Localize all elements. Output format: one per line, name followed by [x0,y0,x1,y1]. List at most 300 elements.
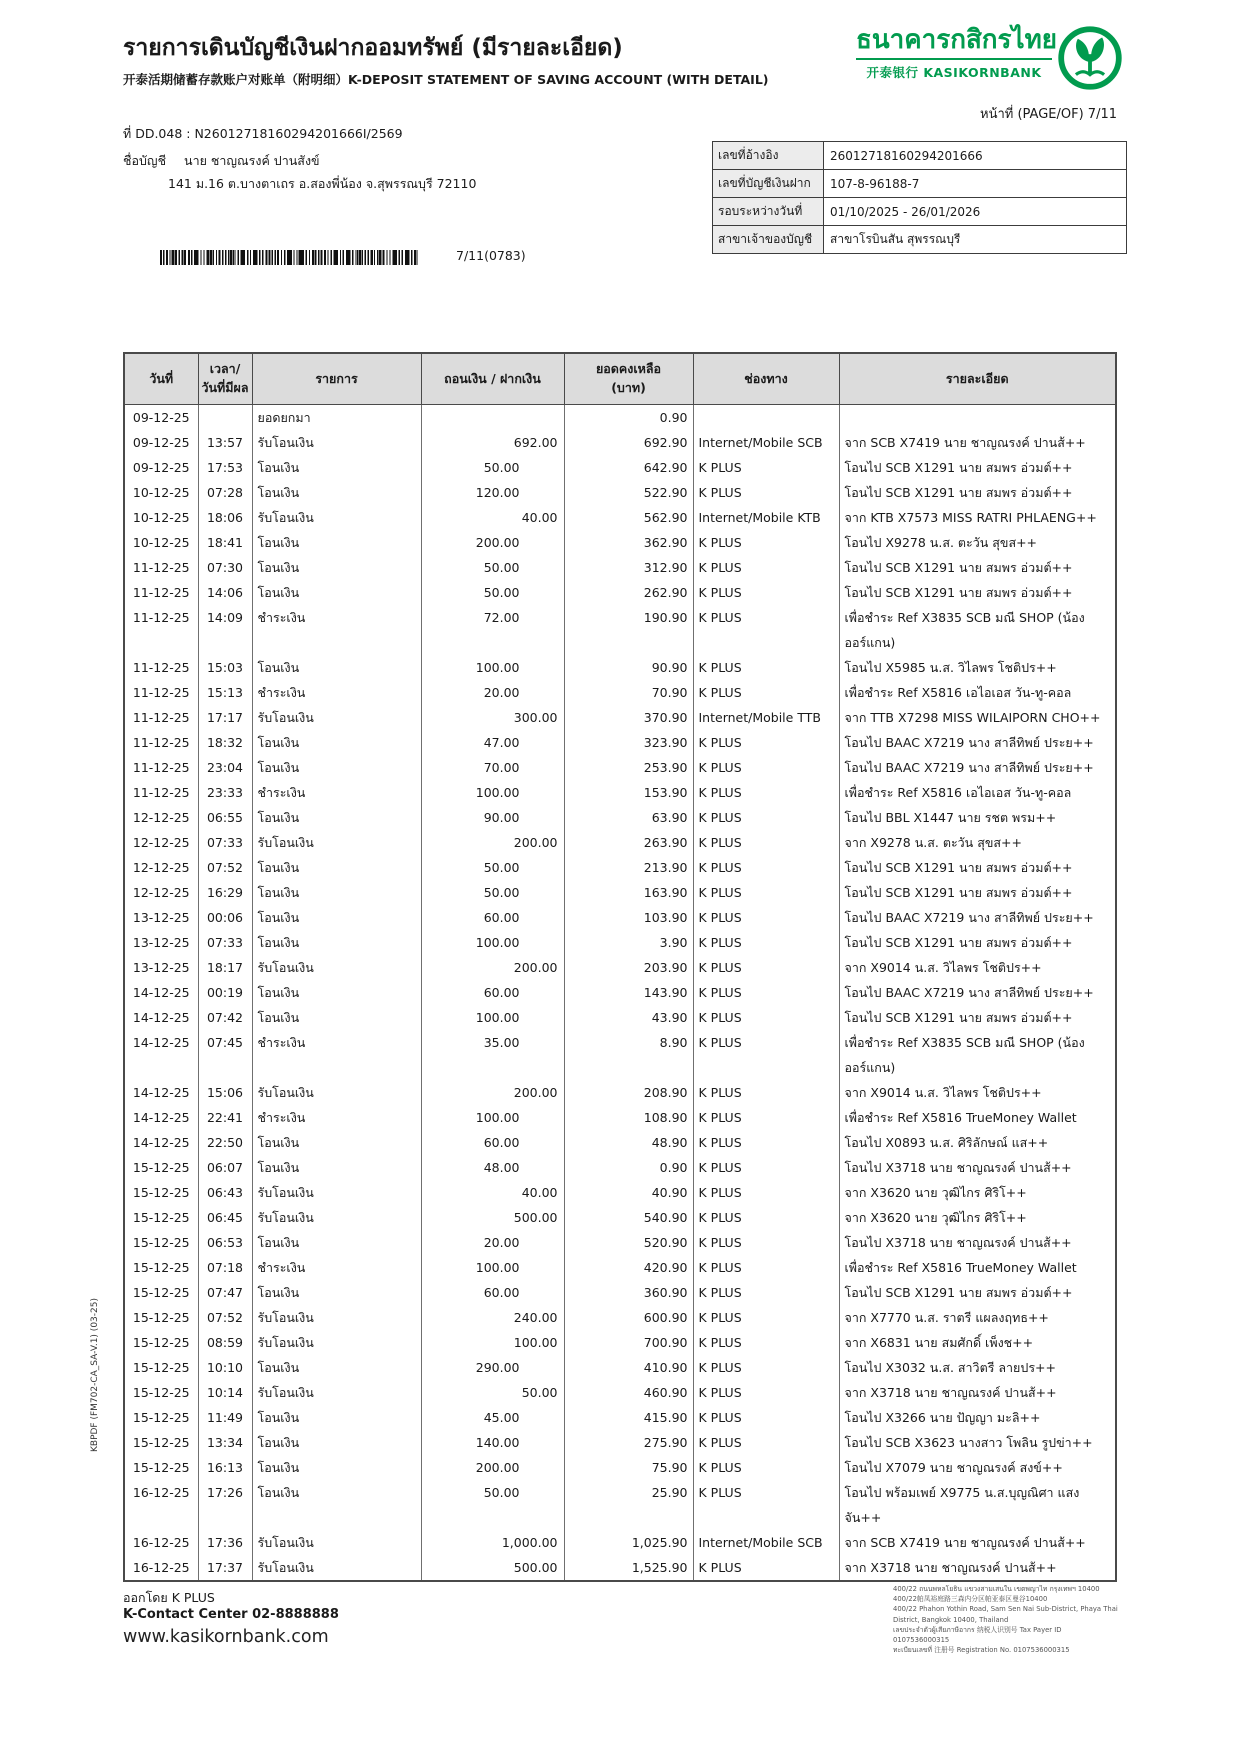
column-header: รายการ [252,353,421,405]
deposit-amount: 300.00 [421,705,564,730]
channel-cell: K PLUS [693,1180,839,1205]
balance-cell: 70.90 [564,680,693,705]
withdrawal-amount: 50.00 [421,580,564,605]
info-row [713,226,1127,254]
description-cell: รับโอนเงิน [252,1555,421,1581]
transaction-row [124,655,1116,680]
withdrawal-amount: 50.00 [421,455,564,480]
detail-cell: โอนไป BAAC X7219 นาง สาลีทิพย์ ประย++ [839,905,1116,930]
date-cell: 11-12-25 [124,555,198,580]
transaction-row [124,780,1116,805]
balance-cell: 262.90 [564,580,693,605]
time-cell: 07:28 [198,480,252,505]
date-cell: 10-12-25 [124,530,198,555]
balance-cell: 48.90 [564,1130,693,1155]
channel-cell: K PLUS [693,1205,839,1230]
bank-name-thai: ธนาคารกสิกรไทย [856,25,1057,55]
detail-cell: โอนไป BBL X1447 นาย รชต พรม++ [839,805,1116,830]
detail-cell: โอนไป BAAC X7219 นาง สาลีทิพย์ ประย++ [839,980,1116,1005]
detail-cell: โอนไป X3718 นาย ชาญณรงค์ ปานส้++ [839,1230,1116,1255]
date-cell: 11-12-25 [124,755,198,780]
transaction-row [124,530,1116,555]
description-cell: โอนเงิน [252,455,421,480]
deposit-amount: 500.00 [421,1205,564,1230]
transaction-row [124,955,1116,980]
balance-cell: 642.90 [564,455,693,480]
balance-cell: 0.90 [564,1155,693,1180]
balance-cell: 692.90 [564,430,693,455]
date-cell: 15-12-25 [124,1355,198,1380]
date-cell: 12-12-25 [124,855,198,880]
channel-cell: K PLUS [693,930,839,955]
withdrawal-amount: 35.00 [421,1030,564,1080]
balance-cell: 263.90 [564,830,693,855]
detail-cell: จาก TTB X7298 MISS WILAIPORN CHO++ [839,705,1116,730]
description-cell: รับโอนเงิน [252,830,421,855]
statement-period: 01/10/2025 - 26/01/2026 [824,198,1127,226]
deposit-amount: 50.00 [421,1380,564,1405]
channel-cell [693,405,839,431]
transaction-row [124,1155,1116,1180]
date-cell: 14-12-25 [124,1005,198,1030]
transaction-row [124,1255,1116,1280]
channel-cell: K PLUS [693,1030,839,1080]
withdrawal-amount: 100.00 [421,1105,564,1130]
balance-cell: 1,525.90 [564,1555,693,1581]
time-cell: 13:57 [198,430,252,455]
column-header: รายละเอียด [839,353,1116,405]
description-cell: โอนเงิน [252,1455,421,1480]
detail-cell: โอนไป SCB X3623 นางสาว โพลิน รูปข่า++ [839,1430,1116,1455]
transaction-row [124,830,1116,855]
description-cell: โอนเงิน [252,930,421,955]
channel-cell: K PLUS [693,1430,839,1455]
withdrawal-amount: 200.00 [421,1455,564,1480]
balance-cell: 540.90 [564,1205,693,1230]
description-cell: ยอดยกมา [252,405,421,431]
channel-cell: K PLUS [693,680,839,705]
transaction-row [124,855,1116,880]
time-cell: 07:33 [198,830,252,855]
detail-cell: โอนไป SCB X1291 นาย สมพร อ่วมต์++ [839,480,1116,505]
detail-cell: เพื่อชำระ Ref X5816 เอไอเอส วัน-ทู-คอล [839,780,1116,805]
detail-cell: เพื่อชำระ Ref X5816 TrueMoney Wallet [839,1255,1116,1280]
time-cell: 18:17 [198,955,252,980]
column-header: วันที่ [124,353,198,405]
time-cell: 15:13 [198,680,252,705]
detail-cell: โอนไป SCB X1291 นาย สมพร อ่วมต์++ [839,1280,1116,1305]
channel-cell: K PLUS [693,605,839,655]
page-number: หน้าที่ (PAGE/OF) 7/11 [980,107,1117,122]
withdrawal-amount: 100.00 [421,1005,564,1030]
transaction-row [124,1130,1116,1155]
balance-cell: 370.90 [564,705,693,730]
channel-cell: Internet/Mobile KTB [693,505,839,530]
withdrawal-amount: 100.00 [421,1255,564,1280]
description-cell: รับโอนเงิน [252,1330,421,1355]
channel-cell: K PLUS [693,755,839,780]
time-cell: 06:45 [198,1205,252,1230]
balance-cell: 1,025.90 [564,1530,693,1555]
detail-cell: โอนไป พร้อมเพย์ X9775 น.ส.บุญณิศา แสงจัน++ [839,1480,1116,1530]
barcode [160,250,418,265]
column-header: ยอดคงเหลือ (บาท) [564,353,693,405]
transaction-row [124,430,1116,455]
time-cell [198,405,252,431]
bank-name-sub: 开泰银行 KASIKORNBANK [856,58,1052,81]
channel-cell: K PLUS [693,1555,839,1581]
detail-cell: จาก X6831 นาย สมศักดิ์ เพ็งช++ [839,1330,1116,1355]
description-cell: ชำระเงิน [252,780,421,805]
balance-cell: 40.90 [564,1180,693,1205]
detail-cell: โอนไป X5985 น.ส. วิไลพร โชติปร++ [839,655,1116,680]
detail-cell: โอนไป BAAC X7219 นาง สาลีทิพย์ ประย++ [839,730,1116,755]
description-cell: รับโอนเงิน [252,430,421,455]
time-cell: 17:53 [198,455,252,480]
detail-cell: โอนไป SCB X1291 นาย สมพร อ่วมต์++ [839,455,1116,480]
time-cell: 11:49 [198,1405,252,1430]
description-cell: โอนเงิน [252,755,421,780]
balance-cell: 213.90 [564,855,693,880]
channel-cell: K PLUS [693,1080,839,1105]
page-title: รายการเดินบัญชีเงินฝากออมทรัพย์ (มีรายละเอียด) [123,35,623,61]
issued-by: ออกโดย K PLUS [123,1590,215,1605]
description-cell: ชำระเงิน [252,605,421,655]
date-cell: 15-12-25 [124,1205,198,1230]
date-cell: 10-12-25 [124,480,198,505]
transaction-row [124,405,1116,431]
time-cell: 07:42 [198,1005,252,1030]
transaction-row [124,480,1116,505]
withdrawal-amount: 50.00 [421,1480,564,1530]
time-cell: 14:09 [198,605,252,655]
channel-cell: K PLUS [693,1230,839,1255]
deposit-amount: 100.00 [421,1330,564,1355]
channel-cell: K PLUS [693,780,839,805]
channel-cell: K PLUS [693,855,839,880]
detail-cell: โอนไป SCB X1291 นาย สมพร อ่วมต์++ [839,930,1116,955]
transaction-row [124,980,1116,1005]
time-cell: 00:19 [198,980,252,1005]
form-code-vertical-label: KBPDF (FM702-CA_SA-V.1) (03-25) [90,1298,100,1452]
date-cell: 11-12-25 [124,705,198,730]
withdrawal-amount: 100.00 [421,655,564,680]
balance-cell: 103.90 [564,905,693,930]
transaction-row [124,705,1116,730]
detail-cell: เพื่อชำระ Ref X5816 เอไอเอส วัน-ทู-คอล [839,680,1116,705]
channel-cell: Internet/Mobile SCB [693,1530,839,1555]
description-cell: โอนเงิน [252,1405,421,1430]
tax-payer-id: เลขประจำตัวผู้เสียภาษีอากร 纳税人识别号 Tax Payer ID 0107536000315 [893,1625,1062,1644]
date-cell: 11-12-25 [124,580,198,605]
balance-cell: 275.90 [564,1430,693,1455]
registration-no: ทะเบียนเลขที่ 注册号 Registration No. 0107536000315 [893,1646,1070,1655]
balance-cell: 203.90 [564,955,693,980]
barcode-label: 7/11(0783) [456,248,526,263]
balance-cell: 108.90 [564,1105,693,1130]
description-cell: โอนเงิน [252,730,421,755]
withdrawal-amount: 60.00 [421,1130,564,1155]
transaction-row [124,1355,1116,1380]
channel-cell: K PLUS [693,830,839,855]
date-cell: 15-12-25 [124,1280,198,1305]
date-cell: 15-12-25 [124,1405,198,1430]
description-cell: โอนเงิน [252,1230,421,1255]
deposit-amount: 40.00 [421,1180,564,1205]
description-cell: รับโอนเงิน [252,1180,421,1205]
withdrawal-amount: 50.00 [421,555,564,580]
channel-cell: Internet/Mobile SCB [693,430,839,455]
time-cell: 23:33 [198,780,252,805]
description-cell: โอนเงิน [252,1130,421,1155]
withdrawal-amount: 50.00 [421,855,564,880]
date-cell: 11-12-25 [124,780,198,805]
time-cell: 18:06 [198,505,252,530]
detail-cell: โอนไป X3718 นาย ชาญณรงค์ ปานส้++ [839,1155,1116,1180]
balance-cell: 362.90 [564,530,693,555]
date-cell: 15-12-25 [124,1180,198,1205]
channel-cell: K PLUS [693,1355,839,1380]
detail-cell: จาก X7770 น.ส. ราตรี แผลงฤทธ++ [839,1305,1116,1330]
description-cell: ชำระเงิน [252,1105,421,1130]
transaction-row [124,880,1116,905]
description-cell: ชำระเงิน [252,680,421,705]
balance-cell: 420.90 [564,1255,693,1280]
withdrawal-amount: 290.00 [421,1355,564,1380]
transaction-row [124,805,1116,830]
date-cell: 12-12-25 [124,805,198,830]
deposit-amount: 200.00 [421,830,564,855]
balance-cell: 143.90 [564,980,693,1005]
address-line-th: 400/22 ถนนพหลโยธิน แขวงสามเสนใน เขตพญาไท กรุงเทพฯ 10400 [893,1585,1100,1593]
channel-cell: K PLUS [693,905,839,930]
withdrawal-amount: 100.00 [421,780,564,805]
balance-cell: 600.90 [564,1305,693,1330]
column-header: เวลา/ วันที่มีผล [198,353,252,405]
bank-website-link[interactable]: www.kasikornbank.com [123,1627,329,1647]
withdrawal-amount: 100.00 [421,930,564,955]
transaction-row [124,1305,1116,1330]
date-cell: 10-12-25 [124,505,198,530]
description-cell: โอนเงิน [252,1480,421,1530]
transaction-row [124,1480,1116,1530]
transaction-row [124,1330,1116,1355]
time-cell: 07:30 [198,555,252,580]
date-cell: 15-12-25 [124,1155,198,1180]
date-cell: 09-12-25 [124,405,198,431]
info-label: รอบระหว่างวันที่ [713,198,824,226]
balance-cell: 700.90 [564,1330,693,1355]
description-cell: โอนเงิน [252,1280,421,1305]
balance-cell: 90.90 [564,655,693,680]
description-cell: รับโอนเงิน [252,1080,421,1105]
withdrawal-amount: 60.00 [421,905,564,930]
date-cell: 16-12-25 [124,1555,198,1581]
balance-cell: 43.90 [564,1005,693,1030]
detail-cell: โอนไป SCB X1291 นาย สมพร อ่วมต์++ [839,855,1116,880]
time-cell: 10:10 [198,1355,252,1380]
balance-cell: 8.90 [564,1030,693,1080]
balance-cell: 153.90 [564,780,693,805]
contact-center: K-Contact Center 02-8888888 [123,1607,339,1622]
balance-cell: 25.90 [564,1480,693,1530]
date-cell: 14-12-25 [124,1030,198,1080]
balance-cell: 312.90 [564,555,693,580]
description-cell: รับโอนเงิน [252,1205,421,1230]
document-number: ที่ DD.048 : N26012718160294201666I/2569 [123,126,403,141]
channel-cell: K PLUS [693,1305,839,1330]
withdrawal-amount: 72.00 [421,605,564,655]
account-info-table [712,141,1127,254]
description-cell: โอนเงิน [252,580,421,605]
time-cell: 18:32 [198,730,252,755]
time-cell: 06:55 [198,805,252,830]
withdrawal-amount: 60.00 [421,1280,564,1305]
balance-cell: 360.90 [564,1280,693,1305]
channel-cell: K PLUS [693,1130,839,1155]
transaction-row [124,1430,1116,1455]
date-cell: 16-12-25 [124,1480,198,1530]
channel-cell: K PLUS [693,805,839,830]
transaction-row [124,580,1116,605]
date-cell: 14-12-25 [124,1080,198,1105]
detail-cell: จาก SCB X7419 นาย ชาญณรงค์ ปานส้++ [839,430,1116,455]
balance-cell: 3.90 [564,930,693,955]
channel-cell: K PLUS [693,880,839,905]
detail-cell: โอนไป X9278 น.ส. ตะวัน สุขส++ [839,530,1116,555]
date-cell: 11-12-25 [124,655,198,680]
owner-branch: สาขาโรบินสัน สุพรรณบุรี [824,226,1127,254]
balance-cell: 520.90 [564,1230,693,1255]
detail-cell: จาก X9014 น.ส. วิไลพร โชติปร++ [839,1080,1116,1105]
account-name-line [123,151,320,171]
description-cell: โอนเงิน [252,880,421,905]
time-cell: 07:18 [198,1255,252,1280]
date-cell: 15-12-25 [124,1455,198,1480]
withdrawal-amount: 20.00 [421,680,564,705]
transaction-row [124,755,1116,780]
transaction-row [124,680,1116,705]
time-cell: 07:33 [198,930,252,955]
date-cell: 11-12-25 [124,730,198,755]
time-cell: 17:17 [198,705,252,730]
time-cell: 07:45 [198,1030,252,1080]
description-cell: รับโอนเงิน [252,955,421,980]
description-cell: ชำระเงิน [252,1255,421,1280]
deposit-amount: 1,000.00 [421,1530,564,1555]
date-cell: 15-12-25 [124,1380,198,1405]
channel-cell: K PLUS [693,1455,839,1480]
time-cell: 22:41 [198,1105,252,1130]
transaction-row [124,1030,1116,1080]
info-label: เลขที่อ้างอิง [713,142,824,170]
detail-cell: จาก KTB X7573 MISS RATRI PHLAENG++ [839,505,1116,530]
channel-cell: K PLUS [693,555,839,580]
deposit-amount: 692.00 [421,430,564,455]
transaction-row [124,1005,1116,1030]
withdrawal-amount: 47.00 [421,730,564,755]
transaction-row [124,1380,1116,1405]
description-cell: โอนเงิน [252,1430,421,1455]
description-cell: รับโอนเงิน [252,1305,421,1330]
transactions-table [123,352,1117,1582]
time-cell: 17:36 [198,1530,252,1555]
detail-cell [839,405,1116,431]
channel-cell: K PLUS [693,955,839,980]
detail-cell: จาก X3620 นาย วุฒิไกร ศิริโ++ [839,1180,1116,1205]
channel-cell: K PLUS [693,1280,839,1305]
amount-cell [421,405,564,431]
channel-cell: K PLUS [693,530,839,555]
withdrawal-amount: 120.00 [421,480,564,505]
info-row [713,198,1127,226]
withdrawal-amount: 20.00 [421,1230,564,1255]
date-cell: 15-12-25 [124,1430,198,1455]
description-cell: รับโอนเงิน [252,505,421,530]
time-cell: 06:43 [198,1180,252,1205]
bank-logo-block [856,26,1122,94]
time-cell: 16:29 [198,880,252,905]
detail-cell: จาก X3718 นาย ชาญณรงค์ ปานส้++ [839,1380,1116,1405]
column-header: ช่องทาง [693,353,839,405]
detail-cell: จาก X3718 นาย ชาญณรงค์ ปานส้++ [839,1555,1116,1581]
description-cell: โอนเงิน [252,980,421,1005]
description-cell: โอนเงิน [252,1155,421,1180]
time-cell: 14:06 [198,580,252,605]
detail-cell: จาก SCB X7419 นาย ชาญณรงค์ ปานส้++ [839,1530,1116,1555]
channel-cell: K PLUS [693,655,839,680]
description-cell: โอนเงิน [252,1355,421,1380]
time-cell: 07:47 [198,1280,252,1305]
transaction-row [124,1555,1116,1581]
channel-cell: K PLUS [693,1480,839,1530]
date-cell: 13-12-25 [124,905,198,930]
date-cell: 14-12-25 [124,1130,198,1155]
description-cell: รับโอนเงิน [252,705,421,730]
withdrawal-amount: 90.00 [421,805,564,830]
detail-cell: โอนไป X3266 นาย ปัญญา มะลิ++ [839,1405,1116,1430]
balance-cell: 522.90 [564,480,693,505]
detail-cell: โอนไป SCB X1291 นาย สมพร อ่วมต์++ [839,555,1116,580]
transaction-row [124,1405,1116,1430]
time-cell: 17:37 [198,1555,252,1581]
info-row [713,170,1127,198]
time-cell: 23:04 [198,755,252,780]
channel-cell: K PLUS [693,580,839,605]
transaction-row [124,1455,1116,1480]
description-cell: โอนเงิน [252,655,421,680]
channel-cell: Internet/Mobile TTB [693,705,839,730]
detail-cell: จาก X9278 น.ส. ตะวัน สุขส++ [839,830,1116,855]
transaction-row [124,1080,1116,1105]
transaction-row [124,605,1116,655]
channel-cell: K PLUS [693,480,839,505]
detail-cell: เพื่อชำระ Ref X3835 SCB มณี SHOP (น้องออร์แกน) [839,605,1116,655]
date-cell: 09-12-25 [124,455,198,480]
detail-cell: จาก X9014 น.ส. วิไลพร โชติปร++ [839,955,1116,980]
balance-cell: 190.90 [564,605,693,655]
transaction-row [124,555,1116,580]
detail-cell: โอนไป BAAC X7219 นาง สาลีทิพย์ ประย++ [839,755,1116,780]
description-cell: โอนเงิน [252,1005,421,1030]
detail-cell: โอนไป X7079 นาย ชาญณรงค์ สงข์++ [839,1455,1116,1480]
description-cell: โอนเงิน [252,530,421,555]
channel-cell: K PLUS [693,1330,839,1355]
channel-cell: K PLUS [693,1405,839,1430]
date-cell: 14-12-25 [124,980,198,1005]
balance-cell: 415.90 [564,1405,693,1430]
kasikornbank-logo-icon [1058,26,1122,94]
